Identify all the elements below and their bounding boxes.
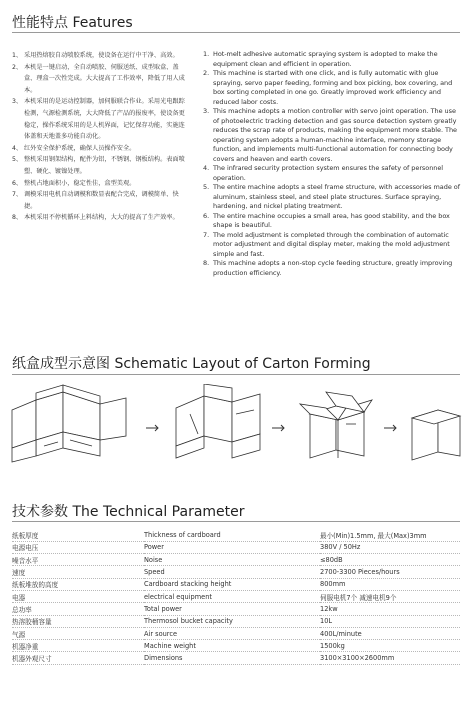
feature-item [12,62,190,97]
feature-item [203,107,461,164]
arrow-1 [146,425,158,431]
parameter-row [12,578,460,590]
parameter-row [12,590,460,602]
feature-number: 4. [203,164,210,172]
feature-item [203,69,461,107]
parameter-value: 2700-3300 Pieces/hours [320,566,460,578]
parameter-row [12,652,460,664]
feature-text: 本机采用不停机循环上料结构，大大的提高了生产效率。 [24,214,179,222]
parameter-value: 1500kg [320,640,460,652]
feature-item [203,50,461,69]
feature-text: 本机采用的是运动控制器，加伺服联合作业。采用光电跟踪检测，气源检测系统，大大降低了产品的报废率，使设备更稳定，操作系统采用的是人机界面，记忆保存功能，实施连体盖和天地盖多功能自动化。 [24,98,185,141]
parameter-value: 最小(Min)1.5mm, 最大(Max)3mm [320,529,460,541]
parameter-name-zh: 电器 [12,590,144,602]
carton-forming-svg [0,384,472,484]
feature-number: 1. [203,50,210,58]
feature-text: The entire machine adopts a steel frame structure, with accessories made of aluminum, stainless steel, and steel plate structures. Surface spraying, hardening, and nickel plating treatment. [213,183,460,210]
feature-item [12,212,190,224]
parameter-row [12,529,460,541]
parameter-name-zh: 速度 [12,566,144,578]
parameter-value: 3100×3100×2600mm [320,652,460,664]
feature-number: 4、 [12,144,23,152]
feature-text: The infrared security protection system ensures the safety of personnel operation. [213,164,444,182]
parameter-value: 380V / 50Hz [320,541,460,553]
parameter-row [12,627,460,639]
parameter-value: 400L/minute [320,627,460,639]
features-title: 性能特点 Features [12,15,133,31]
feature-item [203,183,461,212]
parameter-name-en: Power [144,541,320,553]
feature-item [12,96,190,142]
flat-blank-drawing [12,385,126,462]
feature-item [12,189,190,212]
feature-number: 2、 [12,63,23,71]
carton-forming-diagram [0,384,472,484]
feature-number: 3、 [12,98,23,106]
parameter-value: 800mm [320,578,460,590]
parameter-name-zh: 电源电压 [12,541,144,553]
feature-item [12,50,190,62]
parameter-name-en: Total power [144,603,320,615]
parameter-name-zh: 机器外观尺寸 [12,652,144,664]
parameter-row [12,541,460,553]
schematic-title: 纸盒成型示意图 Schematic Layout of Carton Forming [12,356,371,372]
schematic-divider [12,374,460,375]
feature-item [203,212,461,231]
parameter-name-en: Noise [144,554,320,566]
feature-number: 3. [203,107,210,115]
feature-number: 8. [203,259,210,267]
parameter-name-en: Thickness of cardboard [144,529,320,541]
feature-number: 8、 [12,214,23,222]
parameter-value: 10L [320,615,460,627]
parameter-name-zh: 热溶胶桶容量 [12,615,144,627]
parameters-divider [12,521,460,522]
arrow-3 [384,425,396,431]
formed-box-drawing [412,410,460,460]
parameter-name-zh: 机器净重 [12,640,144,652]
feature-text: 整机占地面积小，稳定性佳，盒型美观。 [24,179,136,187]
feature-text: 调模采用电机自动调模和数显表配合完成，调模简单、快捷。 [24,191,179,210]
parameter-name-en: Speed [144,566,320,578]
parameter-row [12,603,460,615]
feature-item [12,143,190,155]
folded-box-drawing [300,392,372,458]
feature-text: 红外安全保护系统，确保人员操作安全。 [24,144,136,152]
arrow-2 [272,425,284,431]
parameter-name-en: Thermosol bucket capacity [144,615,320,627]
parameter-name-zh: 噪音水平 [12,554,144,566]
parameter-name-en: Dimensions [144,652,320,664]
parameter-name-en: Cardboard stacking height [144,578,320,590]
parameters-title: 技术参数 The Technical Parameter [12,504,245,520]
feature-text: Hot-melt adhesive automatic spraying system is adopted to make the equipment clean and efficient in operation. [213,50,438,68]
features-divider [12,32,460,33]
feature-number: 1、 [12,52,23,59]
feature-number: 2. [203,69,210,77]
feature-text: 整机采用钢架结构，配件为铝，不锈钢、钢板结构。表面喷塑、硬化、镀镍处理。 [24,156,185,175]
parameter-row [12,554,460,566]
feature-number: 6、 [12,179,23,187]
parameters-table [12,529,460,665]
parameter-value: 12kw [320,603,460,615]
parameter-name-en: Machine weight [144,640,320,652]
parameter-row [12,566,460,578]
parameter-row [12,615,460,627]
parameter-name-en: Air source [144,627,320,639]
feature-item [12,154,190,177]
parameter-name-zh: 纸板厚度 [12,529,144,541]
parameter-value: 伺服电机7个 减速电机9个 [320,590,460,602]
feature-item [203,231,461,260]
feature-text: 本机是一键启动，全自动喷胶、伺服送纸、成型取盒、盖盒、理盒一次性完成。大大提高了工作效率，降低了用人成本。 [24,63,185,94]
feature-text: This machine adopts a motion controller with servo joint operation. The use of photoelectric tracking detection and gas source detection system greatly reduces the scrap rate of products, making the equipment more stable. The operating system adopts a human-machine interface, memory storage function, and implements multi-functional automation for connecting body covers and heaven and earth covers. [213,107,457,163]
glued-blank-drawing [176,384,260,458]
feature-number: 7. [203,230,210,239]
feature-text: The entire machine occupies a small area, has good stability, and the box shape is beautiful. [213,211,450,229]
feature-item [203,164,461,183]
feature-text: This machine is started with one click, and is fully automatic with glue spraying, servo paper feeding, forming and box picking, box covering, and box sorting completed in one go. Greatly improved work efficiency and reduced labor costs. [213,69,453,106]
parameter-name-en: electrical equipment [144,590,320,602]
feature-item [12,178,190,190]
parameter-name-zh: 纸板堆放的高度 [12,578,144,590]
feature-text: 采用热熔胶自动喷胶系统，使设备在运行中干净、高效。 [24,52,179,59]
feature-item [203,259,461,278]
parameter-row [12,640,460,652]
features-list-en [203,50,461,278]
parameter-name-zh: 总功率 [12,603,144,615]
feature-number: 7、 [12,191,23,199]
parameter-value: ≤80dB [320,554,460,566]
feature-number: 6. [203,211,210,220]
feature-text: The mold adjustment is completed through the combination of automatic motor adjustment and digital display meter, making the mold adjustment simple and fast. [213,230,450,258]
feature-number: 5、 [12,156,23,164]
feature-text: This machine adopts a non-stop cycle feeding structure, greatly improving production efficiency. [213,259,453,277]
parameter-name-zh: 气源 [12,627,144,639]
feature-number: 5. [203,183,210,191]
features-list-zh [12,50,190,224]
